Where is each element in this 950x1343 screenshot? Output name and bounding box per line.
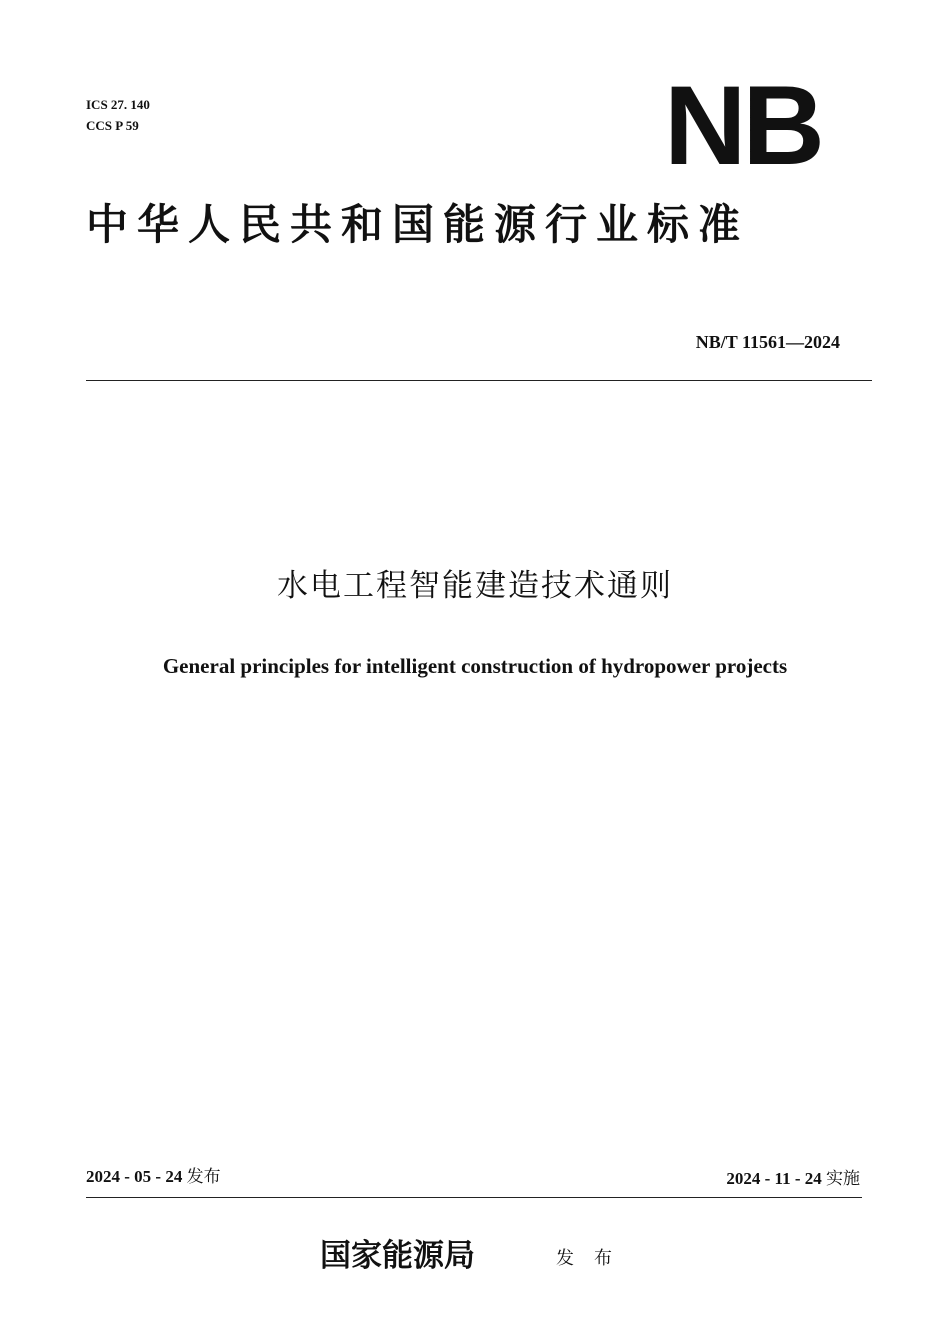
standard-number: NB/T 11561—2024	[695, 332, 840, 352]
header-divider	[86, 380, 872, 381]
implementation-date: 2024 - 11 - 24	[726, 1169, 822, 1188]
document-title-chinese: 水电工程智能建造技术通则	[277, 568, 673, 604]
footer-divider	[86, 1197, 862, 1198]
publisher-name: 国家能源局	[320, 1238, 475, 1274]
release-date: 2024 - 05 - 24	[86, 1167, 183, 1186]
publish-label: 发布	[556, 1248, 632, 1269]
implementation-date-block	[726, 1166, 860, 1192]
nb-logo: NB	[664, 63, 821, 188]
implementation-label: 实施	[826, 1169, 860, 1189]
document-title-english: General principles for intelligent construction of hydropower projects	[162, 654, 788, 678]
ccs-code: CCS P 59	[86, 118, 139, 133]
release-label: 发布	[186, 1167, 221, 1187]
industry-standard-title: 中华人民共和国能源行业标准	[86, 200, 750, 249]
ics-code: ICS 27. 140	[86, 97, 150, 112]
release-date-block	[86, 1164, 221, 1190]
classification-codes	[86, 94, 150, 136]
